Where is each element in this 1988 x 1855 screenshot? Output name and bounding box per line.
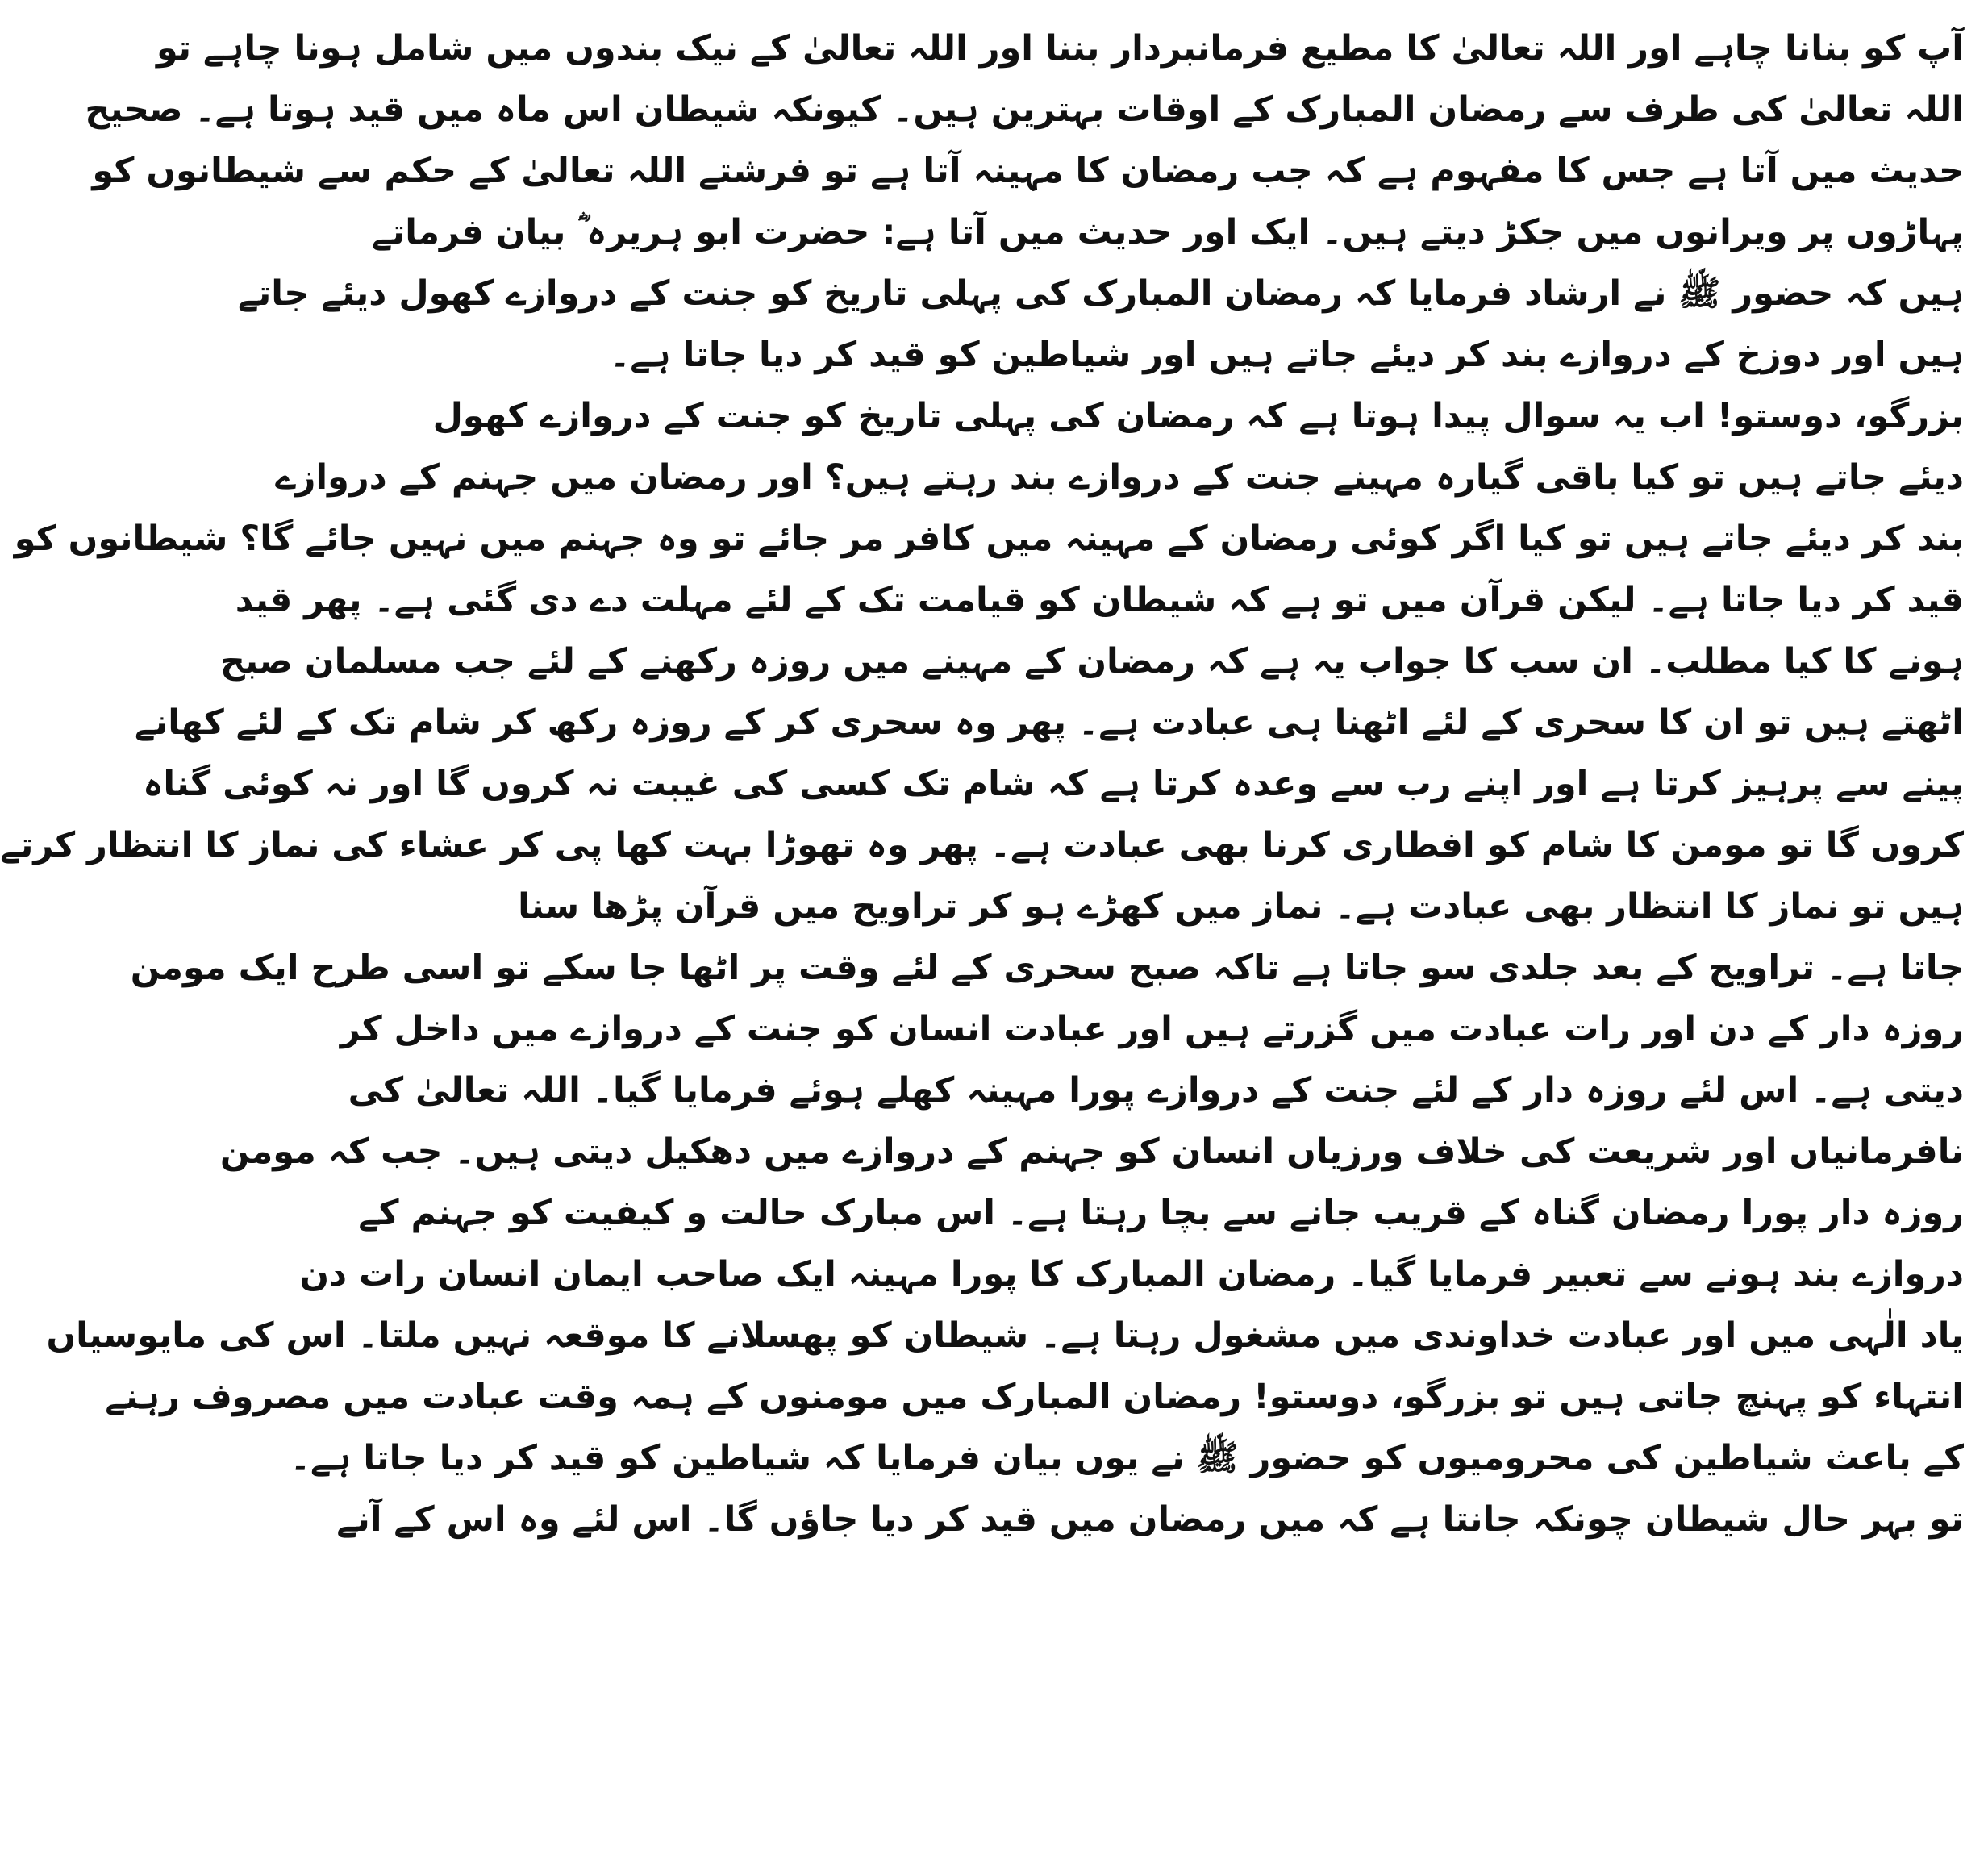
text-line: روزہ دار کے دن اور رات عبادت میں گزرتے ہیں اور عبادت انسان کو جنت کے دروازے میں داخل کر bbox=[340, 1009, 1964, 1049]
text-line: کے باعث شیاطین کی محرومیوں کو حضور ﷺ نے یوں بیان فرمایا کہ شیاطین کو قید کر دیا جاتا ہے۔ bbox=[290, 1438, 1964, 1478]
text-line: اللہ تعالیٰ کی طرف سے رمضان المبارک کے اوقات بہترین ہیں۔ کیونکہ شیطان اس ماہ میں قید ہوتا ہے۔ صحیح bbox=[85, 90, 1964, 130]
text-line: پہاڑوں پر ویرانوں میں جکڑ دیتے ہیں۔ ایک اور حدیث میں آتا ہے: حضرت ابو ہریرہ ؓ بیان فرماتے bbox=[371, 212, 1964, 252]
text-line: دیئے جاتے ہیں تو کیا باقی گیارہ مہینے جنت کے دروازے بند رہتے ہیں؟ اور رمضان میں جہنم کے دروازے bbox=[275, 457, 1964, 498]
text-line: آپ کو بنانا چاہے اور اللہ تعالیٰ کا مطیع فرمانبردار بننا اور اللہ تعالیٰ کے نیک بندوں میں شامل ہونا چاہے تو bbox=[156, 28, 1964, 69]
text-line: بزرگو، دوستو! اب یہ سوال پیدا ہوتا ہے کہ رمضان کی پہلی تاریخ کو جنت کے دروازے کھول bbox=[432, 396, 1964, 436]
text-line: تو بہر حال شیطان چونکہ جانتا ہے کہ میں رمضان میں قید کر دیا جاؤں گا۔ اس لئے وہ اس کے آنے bbox=[336, 1499, 1964, 1540]
text-line: اٹھتے ہیں تو ان کا سحری کے لئے اٹھنا ہی عبادت ہے۔ پھر وہ سحری کر کے روزہ رکھ کر شام تک کے لئے کھانے bbox=[134, 702, 1964, 743]
text-line: ہونے کا کیا مطلب۔ ان سب کا جواب یہ ہے کہ رمضان کے مہینے میں روزہ رکھنے کے لئے جب مسلمان صبح bbox=[219, 641, 1964, 682]
text-line: ہیں کہ حضور ﷺ نے ارشاد فرمایا کہ رمضان المبارک کی پہلی تاریخ کو جنت کے دروازے کھول دیئے جاتے bbox=[237, 273, 1964, 314]
text-line: قید کر دیا جاتا ہے۔ لیکن قرآن میں تو ہے کہ شیطان کو قیامت تک کے لئے مہلت دے دی گئی ہے۔ پھر قید bbox=[235, 580, 1964, 620]
text-line: ہیں تو نماز کا انتظار بھی عبادت ہے۔ نماز میں کھڑے ہو کر تراویح میں قرآن پڑھا سنا bbox=[518, 886, 1964, 927]
text-line: انتہاء کو پہنچ جاتی ہیں تو بزرگو، دوستو! رمضان المبارک میں مومنوں کے ہمہ وقت عبادت میں مصروف رہنے bbox=[105, 1377, 1964, 1417]
text-line: کروں گا تو مومن کا شام کو افطاری کرنا بھی عبادت ہے۔ پھر وہ تھوڑا بہت کھا پی کر عشاء کی نماز کا انتظار کرتے bbox=[0, 825, 1964, 865]
text-line: جاتا ہے۔ تراویح کے بعد جلدی سو جاتا ہے تاکہ صبح سحری کے لئے وقت پر اٹھا جا سکے تو اسی طرح ایک مومن bbox=[130, 948, 1964, 988]
text-line: ہیں اور دوزخ کے دروازے بند کر دیئے جاتے ہیں اور شیاطین کو قید کر دیا جاتا ہے۔ bbox=[610, 335, 1964, 375]
text-line: بند کر دیئے جاتے ہیں تو کیا اگر کوئی رمضان کے مہینہ میں کافر مر جائے تو وہ جہنم میں نہیں جائے گا؟ شیطانوں کو bbox=[14, 519, 1964, 559]
text-line: یاد الٰہی میں اور عبادت خداوندی میں مشغول رہتا ہے۔ شیطان کو پھسلانے کا موقعہ نہیں ملتا۔ اس کی مایوسیاں bbox=[46, 1315, 1964, 1356]
text-line: پینے سے پرہیز کرتا ہے اور اپنے رب سے وعدہ کرتا ہے کہ شام تک کسی کی غیبت نہ کروں گا اور نہ کوئی گناہ bbox=[143, 764, 1964, 804]
text-line: روزہ دار پورا رمضان گناہ کے قریب جانے سے بچا رہتا ہے۔ اس مبارک حالت و کیفیت کو جہنم کے bbox=[358, 1193, 1964, 1233]
text-line: دیتی ہے۔ اس لئے روزہ دار کے لئے جنت کے دروازے پورا مہینہ کھلے ہوئے فرمایا گیا۔ اللہ تعالیٰ کی bbox=[348, 1070, 1964, 1111]
text-line: نافرمانیاں اور شریعت کی خلاف ورزیاں انسان کو جہنم کے دروازے میں دھکیل دیتی ہیں۔ جب کہ مومن bbox=[219, 1132, 1964, 1172]
document-page bbox=[0, 18, 1964, 1840]
text-line: حدیث میں آتا ہے جس کا مفہوم ہے کہ جب رمضان کا مہینہ آتا ہے تو فرشتے اللہ تعالیٰ کے حکم سے شیطانوں کو bbox=[92, 151, 1964, 191]
text-line: دروازے بند ہونے سے تعبیر فرمایا گیا۔ رمضان المبارک کا پورا مہینہ ایک صاحب ایمان انسان رات دن bbox=[299, 1254, 1964, 1294]
